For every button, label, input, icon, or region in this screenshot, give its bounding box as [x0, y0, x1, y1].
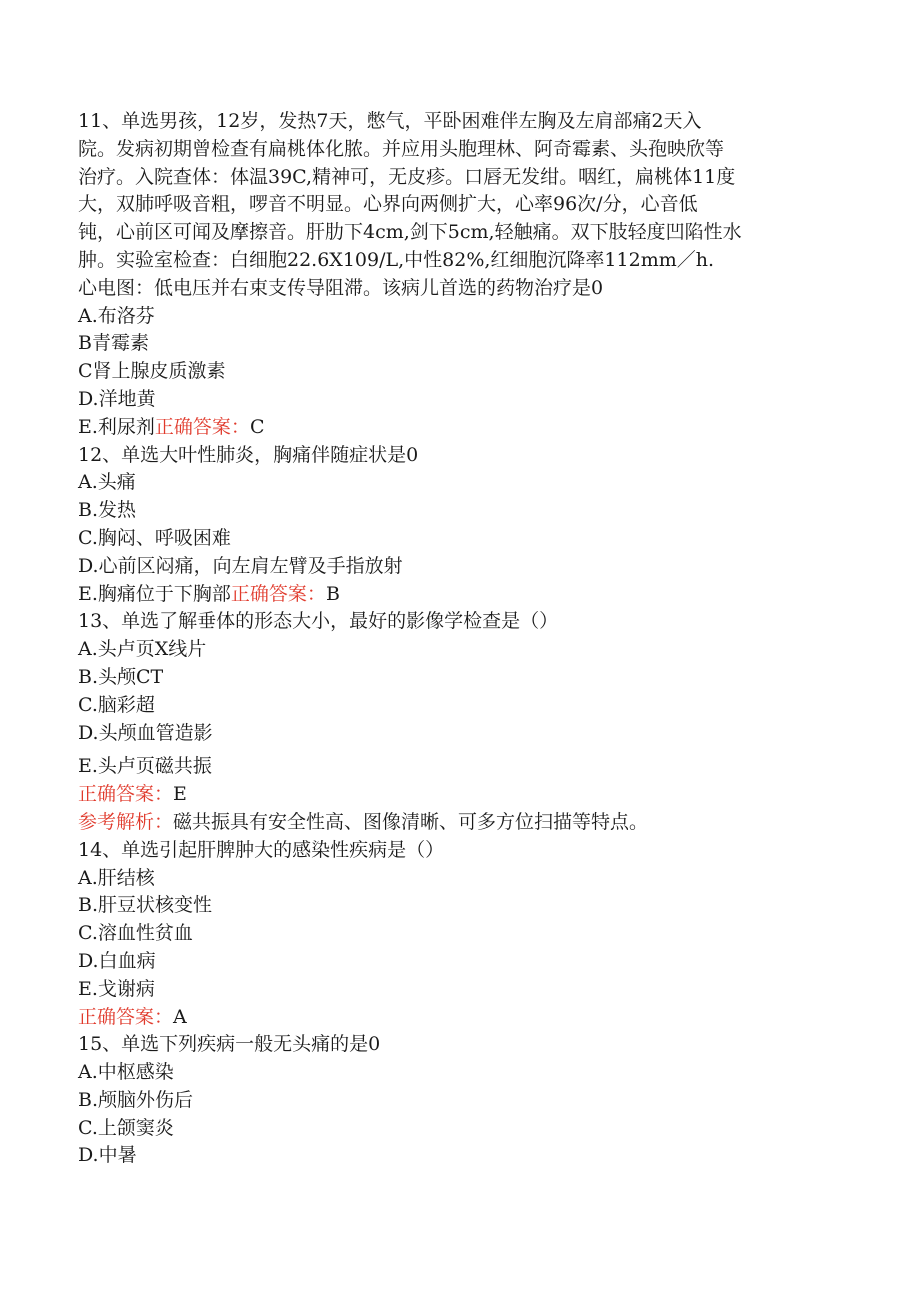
question-stem-line: 治疗。入院查体：体温39C,精神可，无皮疹。口唇无发绀。咽红，扁桃体11度: [78, 165, 736, 188]
option-a: A.头痛: [78, 471, 136, 494]
option-a: A.肝结核: [78, 866, 155, 889]
option-c: C.溶血性贫血: [78, 922, 193, 945]
question-stem-line: 13、单选了解垂体的形态大小，最好的影像学检查是（）: [78, 610, 559, 633]
question-14: [78, 837, 838, 1032]
option-a: A.布洛芬: [78, 304, 155, 327]
question-stem-line: 心电图：低电压并右束支传导阻滞。该病儿首选的药物治疗是0: [78, 276, 604, 299]
question-stem-line: 15、单选下列疾病一般无头痛的是0: [78, 1033, 381, 1056]
question-stem-line: 11、单选男孩，12岁，发热7天，憋气，平卧困难伴左胸及左肩部痛2天入: [78, 110, 702, 132]
option-d: D.中暑: [78, 1144, 137, 1167]
option-c: C.上颌窦炎: [78, 1116, 174, 1139]
analysis-label: 参考解析：: [78, 810, 174, 833]
answer-value: B: [325, 582, 340, 605]
analysis-text: 磁共振具有安全性高、图像清晰、可多方位扫描等特点。: [173, 810, 649, 833]
option-c: C.脑彩超: [78, 693, 155, 716]
option-b: B.肝豆状核变性: [78, 894, 213, 917]
question-stem-line: 14、单选引起肝脾肿大的感染性疾病是（）: [78, 838, 445, 861]
option-a: A.中枢感染: [78, 1061, 174, 1084]
answer-label: 正确答案：: [78, 783, 174, 806]
question-12: [78, 442, 838, 609]
option-e: E.胸痛位于下胸部: [78, 582, 231, 605]
answer-value: C: [249, 415, 265, 438]
answer-line: [78, 781, 838, 809]
answer-label: 正确答案：: [78, 1005, 174, 1028]
answer-label: 正确答案：: [154, 415, 250, 438]
option-e: E.头卢页磁共振: [78, 755, 212, 778]
question-15: [78, 1031, 838, 1170]
answer-value: E: [173, 783, 187, 806]
question-stem-line: 钝，心前区可闻及摩擦音。肝肋下4cm,剑下5cm,轻触痛。双下肢轻度凹陷性水: [78, 221, 742, 244]
document-page: [78, 108, 838, 1170]
option-e-with-answer: [78, 581, 838, 609]
option-e: E.利尿剂: [78, 415, 155, 438]
answer-value: A: [173, 1005, 187, 1028]
option-e: E.戈谢病: [78, 977, 155, 1000]
question-stem-line: 肿。实验室检查：白细胞22.6X109/L,中性82%,红细胞沉降率112mm／h.: [78, 248, 715, 271]
option-d: D.洋地黄: [78, 387, 156, 410]
option-d: D.白血病: [78, 949, 156, 972]
answer-label: 正确答案：: [230, 582, 326, 605]
option-e-with-answer: [78, 414, 838, 442]
option-a: A.头卢页X线片: [78, 638, 207, 661]
analysis-line: [78, 809, 838, 837]
option-b: B.头颅CT: [78, 665, 164, 688]
question-13: [78, 608, 838, 836]
question-stem-line: 院。发病初期曾检查有扁桃体化脓。并应用头胞理林、阿奇霉素、头孢映欣等: [78, 137, 725, 160]
option-c: C.胸闷、呼吸困难: [78, 526, 231, 549]
option-b: B.颅脑外伤后: [78, 1088, 194, 1111]
option-c: C肾上腺皮质激素: [78, 360, 226, 383]
question-11: [78, 108, 838, 442]
question-stem-line: 大，双肺呼吸音粗，啰音不明显。心界向两侧扩大，心率96次/分，心音低: [78, 193, 698, 216]
question-stem-line: 12、单选大叶性肺炎，胸痛伴随症状是0: [78, 443, 419, 466]
option-b: B青霉素: [78, 332, 149, 355]
answer-line: [78, 1004, 838, 1032]
option-d: D.头颅血管造影: [78, 721, 213, 744]
option-d: D.心前区闷痛，向左肩左臂及手指放射: [78, 554, 403, 577]
option-b: B.发热: [78, 499, 137, 522]
